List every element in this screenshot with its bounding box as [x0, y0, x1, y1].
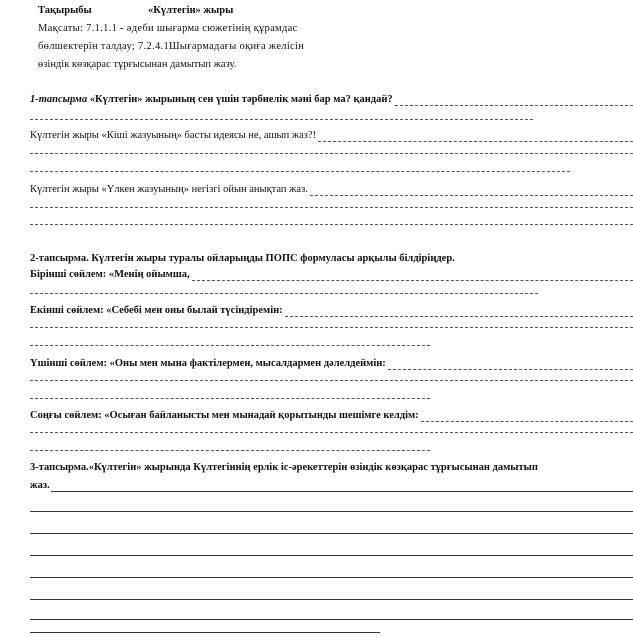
goals-line-1: Мақсаты: 7.1.1.1 - әдеби шығарма сюжетінің құрамдас: [38, 23, 298, 34]
topic-label: Тақырыбы: [38, 5, 92, 16]
task1-q3: Күлтегін жыры «Үлкен жазуының» негізгі ойын анықтап жаз.: [30, 184, 308, 195]
answer-line[interactable]: [395, 97, 633, 106]
task1-q2: Күлтегін жыры «Кіші жазуының» басты идеясы не, ашып жаз?!: [30, 130, 317, 141]
answer-line[interactable]: [421, 413, 633, 422]
answer-line[interactable]: [30, 380, 633, 381]
answer-line[interactable]: [310, 187, 633, 196]
task3-title: 3-тапсырма.«Күлтегін» жырында Күлтегіннің ерлік іс-әрекеттерін өзіндік көзқарас тұрғысынан дамытып: [30, 462, 538, 473]
task1-label: 1-тапсырма: [30, 94, 88, 105]
task1-question: «Күлтегін» жырының сен үшін тәрбиелік мәні бар ма? қандай?: [89, 94, 393, 105]
task3-end-row: [30, 479, 633, 492]
answer-line[interactable]: [30, 327, 633, 328]
task2-s1-row: [30, 268, 633, 281]
task2-sentence-4: Соңғы сөйлем: «Осыған байланысты мен мынадай қорытынды шешімге келдім:: [30, 410, 419, 421]
task2-sentence-3: Үшінші сөйлем: «Оны мен мына фактілермен, мысалдармен дәлелдеймін:: [30, 358, 386, 369]
answer-line[interactable]: [30, 511, 633, 512]
answer-line[interactable]: [192, 272, 633, 281]
answer-line[interactable]: [30, 599, 633, 600]
answer-line[interactable]: [51, 482, 633, 492]
answer-line[interactable]: [30, 619, 633, 620]
task2-s3-row: [30, 357, 633, 370]
task2-sentence-2: Екінші сөйлем: «Себебі мен оны былай түсіндіремін:: [30, 305, 283, 316]
answer-line[interactable]: [30, 293, 538, 294]
answer-line[interactable]: [30, 153, 633, 154]
task2-s4-row: [30, 409, 633, 422]
answer-line[interactable]: [30, 224, 633, 225]
answer-line[interactable]: [30, 398, 430, 399]
task1-question-row: [30, 93, 633, 106]
answer-line[interactable]: [30, 207, 633, 208]
task2-title: 2-тапсырма. Күлтегін жыры туралы ойларыңды ПОПС формуласы арқылы білдіріңдер.: [30, 253, 455, 264]
answer-line[interactable]: [30, 577, 633, 578]
task2-s2-row: [30, 304, 633, 317]
answer-line[interactable]: [30, 432, 633, 433]
answer-line[interactable]: [30, 345, 430, 346]
answer-line[interactable]: [30, 171, 570, 172]
task1-q3-row: [30, 183, 633, 196]
goals-line-3: өзіндік көзқарас тұрғысынан дамытып жазу.: [38, 59, 237, 70]
answer-line[interactable]: [30, 632, 380, 633]
answer-line[interactable]: [318, 133, 633, 142]
task1-q2-row: [30, 129, 633, 142]
answer-line[interactable]: [30, 450, 430, 451]
answer-line[interactable]: [388, 361, 633, 370]
answer-line[interactable]: [30, 533, 633, 534]
task3-title-end: жаз.: [30, 480, 50, 491]
topic-value: «Күлтегін» жыры: [148, 5, 234, 16]
answer-line[interactable]: [30, 119, 533, 120]
answer-line[interactable]: [30, 555, 633, 556]
task2-sentence-1: Бірінші сөйлем: «Менің ойымша,: [30, 269, 190, 280]
answer-line[interactable]: [285, 308, 633, 317]
goals-line-2: бөлшектерін талдау; 7.2.4.1Шығармадағы оқиға желісін: [38, 41, 305, 52]
